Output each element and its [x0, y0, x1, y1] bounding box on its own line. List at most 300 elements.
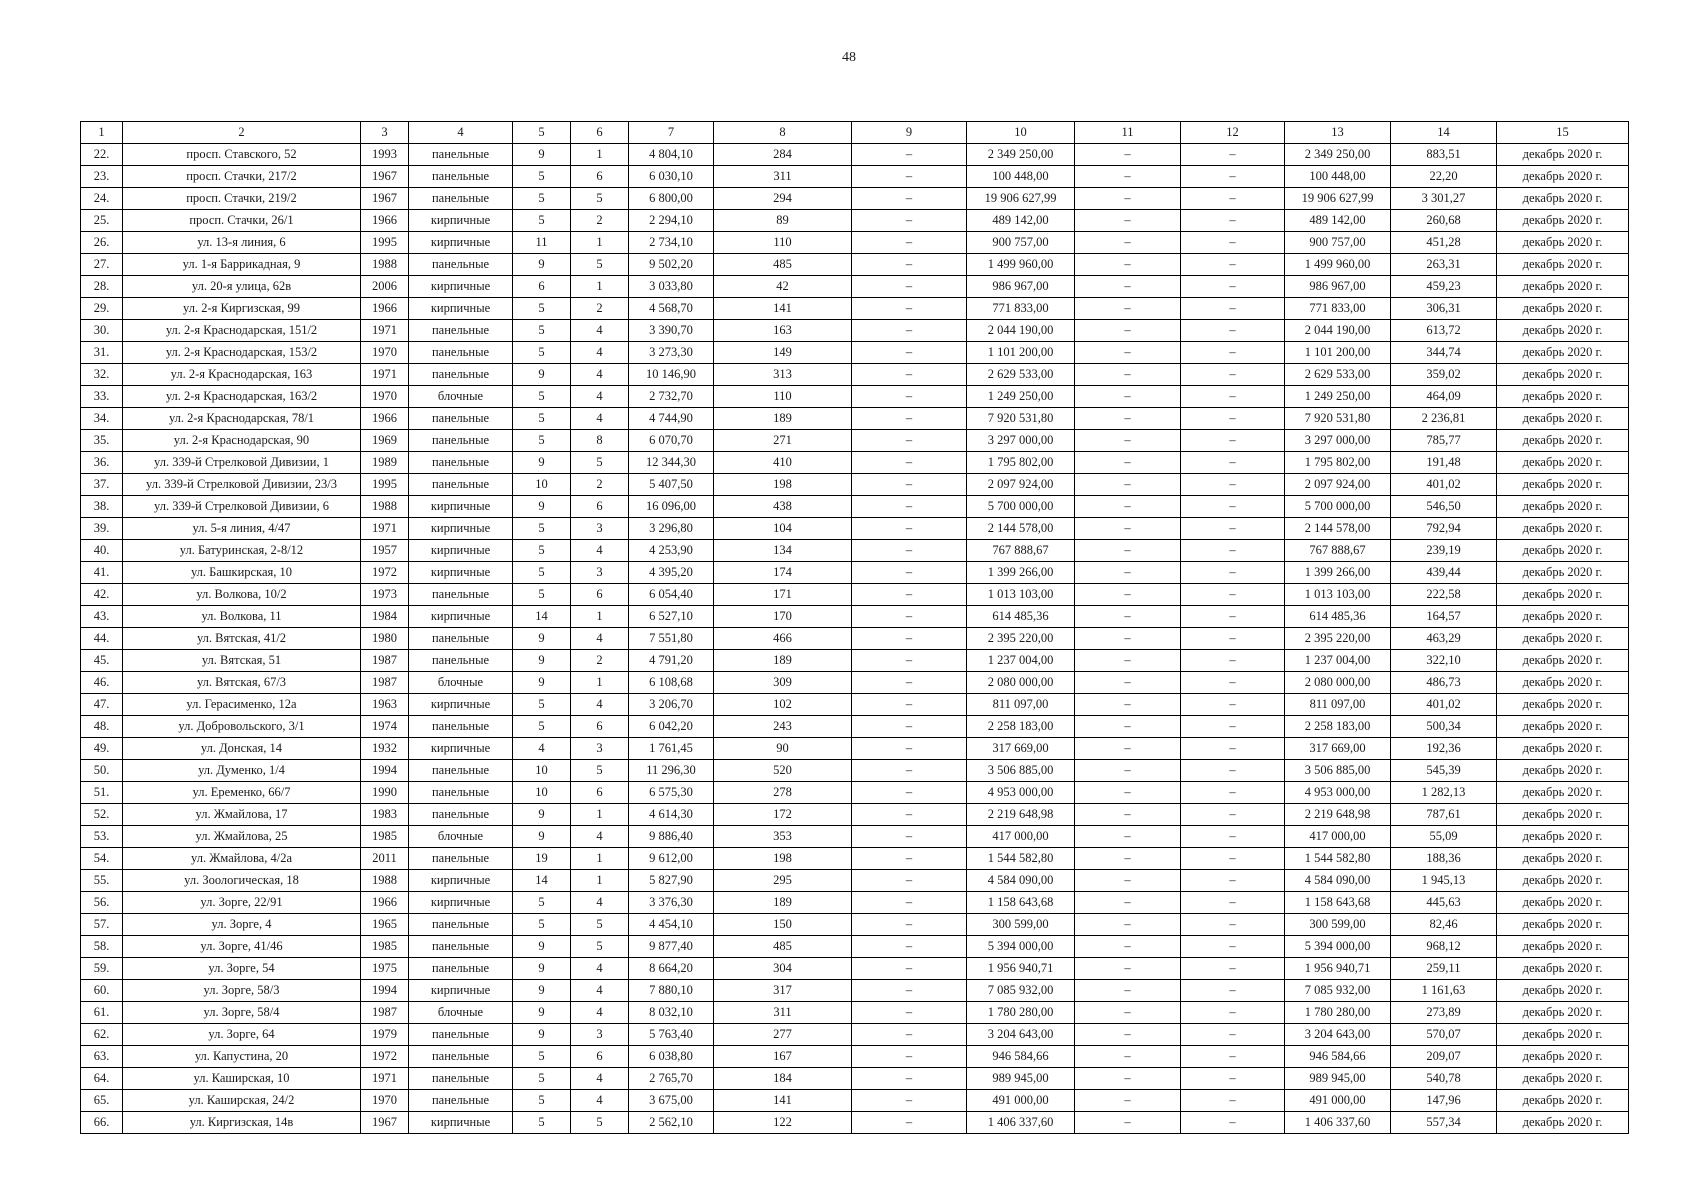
- col9-cell: –: [852, 540, 967, 562]
- floors-cell: 9: [513, 672, 571, 694]
- table-row: [81, 452, 1629, 474]
- col10-cell: 811 097,00: [967, 694, 1075, 716]
- col9-cell: –: [852, 782, 967, 804]
- col10-cell: 2 044 190,00: [967, 320, 1075, 342]
- wall-material-cell: кирпичные: [409, 496, 513, 518]
- area-cell: 6 054,40: [629, 584, 714, 606]
- row-number: 66.: [81, 1112, 123, 1134]
- col9-cell: –: [852, 342, 967, 364]
- wall-material-cell: панельные: [409, 650, 513, 672]
- residents-cell: 134: [714, 540, 852, 562]
- col14-cell: 785,77: [1391, 430, 1497, 452]
- col10-cell: 1 795 802,00: [967, 452, 1075, 474]
- col11-cell: –: [1075, 1112, 1181, 1134]
- row-number: 42.: [81, 584, 123, 606]
- floors-cell: 9: [513, 650, 571, 672]
- col11-cell: –: [1075, 848, 1181, 870]
- entrances-cell: 4: [571, 540, 629, 562]
- col9-cell: –: [852, 474, 967, 496]
- row-number: 36.: [81, 452, 123, 474]
- residents-cell: 311: [714, 1002, 852, 1024]
- address-cell: ул. Волкова, 10/2: [123, 584, 361, 606]
- address-cell: ул. Вятская, 41/2: [123, 628, 361, 650]
- area-cell: 12 344,30: [629, 452, 714, 474]
- col14-cell: 192,36: [1391, 738, 1497, 760]
- col13-cell: 2 629 533,00: [1285, 364, 1391, 386]
- table-row: [81, 518, 1629, 540]
- address-cell: ул. Зорге, 64: [123, 1024, 361, 1046]
- col14-cell: 401,02: [1391, 694, 1497, 716]
- residents-cell: 189: [714, 892, 852, 914]
- col10-cell: 1 499 960,00: [967, 254, 1075, 276]
- residents-cell: 466: [714, 628, 852, 650]
- wall-material-cell: панельные: [409, 408, 513, 430]
- residents-cell: 189: [714, 650, 852, 672]
- entrances-cell: 4: [571, 826, 629, 848]
- year-cell: 1971: [361, 1068, 409, 1090]
- col10-cell: 491 000,00: [967, 1090, 1075, 1112]
- col9-cell: –: [852, 738, 967, 760]
- row-number: 27.: [81, 254, 123, 276]
- row-number: 52.: [81, 804, 123, 826]
- col10-cell: 7 920 531,80: [967, 408, 1075, 430]
- area-cell: 4 568,70: [629, 298, 714, 320]
- floors-cell: 9: [513, 1024, 571, 1046]
- table-row: [81, 232, 1629, 254]
- area-cell: 2 732,70: [629, 386, 714, 408]
- col10-cell: 1 013 103,00: [967, 584, 1075, 606]
- floors-cell: 10: [513, 474, 571, 496]
- floors-cell: 6: [513, 276, 571, 298]
- entrances-cell: 3: [571, 1024, 629, 1046]
- year-cell: 1967: [361, 166, 409, 188]
- col10-cell: 5 394 000,00: [967, 936, 1075, 958]
- entrances-cell: 6: [571, 584, 629, 606]
- row-number: 45.: [81, 650, 123, 672]
- area-cell: 4 744,90: [629, 408, 714, 430]
- column-header: 4: [409, 122, 513, 144]
- date-cell: декабрь 2020 г.: [1497, 386, 1629, 408]
- col12-cell: –: [1181, 430, 1285, 452]
- col9-cell: –: [852, 562, 967, 584]
- col14-cell: 209,07: [1391, 1046, 1497, 1068]
- col12-cell: –: [1181, 1112, 1285, 1134]
- entrances-cell: 4: [571, 694, 629, 716]
- col9-cell: –: [852, 650, 967, 672]
- col14-cell: 359,02: [1391, 364, 1497, 386]
- col14-cell: 451,28: [1391, 232, 1497, 254]
- col13-cell: 2 097 924,00: [1285, 474, 1391, 496]
- table-row: [81, 936, 1629, 958]
- row-number: 31.: [81, 342, 123, 364]
- column-header: 11: [1075, 122, 1181, 144]
- address-cell: просп. Стачки, 217/2: [123, 166, 361, 188]
- table-row: [81, 1068, 1629, 1090]
- col11-cell: –: [1075, 672, 1181, 694]
- date-cell: декабрь 2020 г.: [1497, 474, 1629, 496]
- col14-cell: 259,11: [1391, 958, 1497, 980]
- col13-cell: 1 013 103,00: [1285, 584, 1391, 606]
- col13-cell: 2 044 190,00: [1285, 320, 1391, 342]
- residents-cell: 102: [714, 694, 852, 716]
- row-number: 41.: [81, 562, 123, 584]
- wall-material-cell: панельные: [409, 166, 513, 188]
- col12-cell: –: [1181, 650, 1285, 672]
- col14-cell: 2 236,81: [1391, 408, 1497, 430]
- date-cell: декабрь 2020 г.: [1497, 232, 1629, 254]
- entrances-cell: 6: [571, 716, 629, 738]
- col11-cell: –: [1075, 650, 1181, 672]
- col12-cell: –: [1181, 958, 1285, 980]
- year-cell: 1963: [361, 694, 409, 716]
- entrances-cell: 5: [571, 760, 629, 782]
- col11-cell: –: [1075, 738, 1181, 760]
- entrances-cell: 5: [571, 914, 629, 936]
- area-cell: 11 296,30: [629, 760, 714, 782]
- col14-cell: 557,34: [1391, 1112, 1497, 1134]
- col14-cell: 445,63: [1391, 892, 1497, 914]
- col13-cell: 1 780 280,00: [1285, 1002, 1391, 1024]
- entrances-cell: 4: [571, 1068, 629, 1090]
- area-cell: 6 575,30: [629, 782, 714, 804]
- year-cell: 1987: [361, 672, 409, 694]
- address-cell: ул. Зорге, 54: [123, 958, 361, 980]
- area-cell: 3 376,30: [629, 892, 714, 914]
- col13-cell: 19 906 627,99: [1285, 188, 1391, 210]
- date-cell: декабрь 2020 г.: [1497, 782, 1629, 804]
- row-number: 47.: [81, 694, 123, 716]
- col11-cell: –: [1075, 914, 1181, 936]
- date-cell: декабрь 2020 г.: [1497, 188, 1629, 210]
- date-cell: декабрь 2020 г.: [1497, 496, 1629, 518]
- col13-cell: 5 700 000,00: [1285, 496, 1391, 518]
- year-cell: 1989: [361, 452, 409, 474]
- col11-cell: –: [1075, 430, 1181, 452]
- table-row: [81, 826, 1629, 848]
- col14-cell: 545,39: [1391, 760, 1497, 782]
- wall-material-cell: панельные: [409, 474, 513, 496]
- floors-cell: 5: [513, 188, 571, 210]
- column-header: 5: [513, 122, 571, 144]
- col9-cell: –: [852, 386, 967, 408]
- floors-cell: 5: [513, 320, 571, 342]
- row-number: 24.: [81, 188, 123, 210]
- residents-cell: 42: [714, 276, 852, 298]
- col12-cell: –: [1181, 870, 1285, 892]
- date-cell: декабрь 2020 г.: [1497, 826, 1629, 848]
- col12-cell: –: [1181, 804, 1285, 826]
- table-row: [81, 562, 1629, 584]
- col10-cell: 989 945,00: [967, 1068, 1075, 1090]
- col11-cell: –: [1075, 298, 1181, 320]
- col12-cell: –: [1181, 364, 1285, 386]
- date-cell: декабрь 2020 г.: [1497, 1024, 1629, 1046]
- year-cell: 1979: [361, 1024, 409, 1046]
- area-cell: 4 791,20: [629, 650, 714, 672]
- col9-cell: –: [852, 1046, 967, 1068]
- address-cell: ул. Зорге, 58/4: [123, 1002, 361, 1024]
- col12-cell: –: [1181, 342, 1285, 364]
- address-cell: ул. Зорге, 58/3: [123, 980, 361, 1002]
- row-number: 29.: [81, 298, 123, 320]
- col14-cell: 22,20: [1391, 166, 1497, 188]
- col13-cell: 7 920 531,80: [1285, 408, 1391, 430]
- floors-cell: 5: [513, 914, 571, 936]
- residents-cell: 141: [714, 1090, 852, 1112]
- col10-cell: 2 258 183,00: [967, 716, 1075, 738]
- col12-cell: –: [1181, 980, 1285, 1002]
- col10-cell: 100 448,00: [967, 166, 1075, 188]
- table-row: [81, 848, 1629, 870]
- wall-material-cell: панельные: [409, 716, 513, 738]
- year-cell: 1971: [361, 364, 409, 386]
- row-number: 44.: [81, 628, 123, 650]
- col11-cell: –: [1075, 628, 1181, 650]
- floors-cell: 9: [513, 364, 571, 386]
- wall-material-cell: панельные: [409, 760, 513, 782]
- residents-cell: 311: [714, 166, 852, 188]
- col13-cell: 3 297 000,00: [1285, 430, 1391, 452]
- col13-cell: 614 485,36: [1285, 606, 1391, 628]
- col9-cell: –: [852, 188, 967, 210]
- row-number: 43.: [81, 606, 123, 628]
- table-row: [81, 650, 1629, 672]
- col12-cell: –: [1181, 408, 1285, 430]
- floors-cell: 14: [513, 606, 571, 628]
- date-cell: декабрь 2020 г.: [1497, 210, 1629, 232]
- area-cell: 3 206,70: [629, 694, 714, 716]
- col9-cell: –: [852, 804, 967, 826]
- address-cell: ул. Еременко, 66/7: [123, 782, 361, 804]
- col13-cell: 4 953 000,00: [1285, 782, 1391, 804]
- wall-material-cell: панельные: [409, 342, 513, 364]
- entrances-cell: 5: [571, 452, 629, 474]
- col9-cell: –: [852, 672, 967, 694]
- date-cell: декабрь 2020 г.: [1497, 1046, 1629, 1068]
- wall-material-cell: панельные: [409, 144, 513, 166]
- col11-cell: –: [1075, 496, 1181, 518]
- row-number: 23.: [81, 166, 123, 188]
- col11-cell: –: [1075, 408, 1181, 430]
- year-cell: 1970: [361, 1090, 409, 1112]
- table-row: [81, 914, 1629, 936]
- col12-cell: –: [1181, 914, 1285, 936]
- row-number: 28.: [81, 276, 123, 298]
- residents-cell: 110: [714, 386, 852, 408]
- floors-cell: 10: [513, 782, 571, 804]
- wall-material-cell: панельные: [409, 320, 513, 342]
- col9-cell: –: [852, 408, 967, 430]
- area-cell: 5 827,90: [629, 870, 714, 892]
- col13-cell: 1 158 643,68: [1285, 892, 1391, 914]
- col10-cell: 7 085 932,00: [967, 980, 1075, 1002]
- residents-cell: 167: [714, 1046, 852, 1068]
- wall-material-cell: панельные: [409, 364, 513, 386]
- residents-cell: 284: [714, 144, 852, 166]
- date-cell: декабрь 2020 г.: [1497, 870, 1629, 892]
- wall-material-cell: панельные: [409, 936, 513, 958]
- col14-cell: 1 161,63: [1391, 980, 1497, 1002]
- date-cell: декабрь 2020 г.: [1497, 1002, 1629, 1024]
- col13-cell: 2 219 648,98: [1285, 804, 1391, 826]
- col14-cell: 792,94: [1391, 518, 1497, 540]
- col10-cell: 1 249 250,00: [967, 386, 1075, 408]
- col14-cell: 3 301,27: [1391, 188, 1497, 210]
- floors-cell: 14: [513, 870, 571, 892]
- address-cell: ул. 2-я Краснодарская, 163/2: [123, 386, 361, 408]
- col12-cell: –: [1181, 232, 1285, 254]
- floors-cell: 5: [513, 298, 571, 320]
- col10-cell: 1 544 582,80: [967, 848, 1075, 870]
- date-cell: декабрь 2020 г.: [1497, 1112, 1629, 1134]
- area-cell: 8 664,20: [629, 958, 714, 980]
- entrances-cell: 1: [571, 848, 629, 870]
- col11-cell: –: [1075, 518, 1181, 540]
- wall-material-cell: кирпичные: [409, 562, 513, 584]
- address-cell: ул. Башкирская, 10: [123, 562, 361, 584]
- area-cell: 5 763,40: [629, 1024, 714, 1046]
- date-cell: декабрь 2020 г.: [1497, 364, 1629, 386]
- col11-cell: –: [1075, 210, 1181, 232]
- residents-cell: 122: [714, 1112, 852, 1134]
- address-cell: ул. 5-я линия, 4/47: [123, 518, 361, 540]
- area-cell: 7 880,10: [629, 980, 714, 1002]
- address-cell: ул. Жмайлова, 25: [123, 826, 361, 848]
- col12-cell: –: [1181, 694, 1285, 716]
- year-cell: 1993: [361, 144, 409, 166]
- col11-cell: –: [1075, 562, 1181, 584]
- entrances-cell: 3: [571, 738, 629, 760]
- table-row: [81, 628, 1629, 650]
- date-cell: декабрь 2020 г.: [1497, 936, 1629, 958]
- col12-cell: –: [1181, 474, 1285, 496]
- entrances-cell: 4: [571, 386, 629, 408]
- col9-cell: –: [852, 320, 967, 342]
- col14-cell: 613,72: [1391, 320, 1497, 342]
- column-header: 7: [629, 122, 714, 144]
- address-cell: ул. 2-я Краснодарская, 78/1: [123, 408, 361, 430]
- col9-cell: –: [852, 628, 967, 650]
- floors-cell: 5: [513, 386, 571, 408]
- table-row: [81, 892, 1629, 914]
- table-row: [81, 672, 1629, 694]
- row-number: 40.: [81, 540, 123, 562]
- year-cell: 1974: [361, 716, 409, 738]
- col14-cell: 883,51: [1391, 144, 1497, 166]
- date-cell: декабрь 2020 г.: [1497, 628, 1629, 650]
- area-cell: 4 454,10: [629, 914, 714, 936]
- table-row: [81, 364, 1629, 386]
- col14-cell: 260,68: [1391, 210, 1497, 232]
- address-cell: ул. Батуринская, 2-8/12: [123, 540, 361, 562]
- wall-material-cell: панельные: [409, 188, 513, 210]
- wall-material-cell: панельные: [409, 914, 513, 936]
- residents-cell: 243: [714, 716, 852, 738]
- col9-cell: –: [852, 254, 967, 276]
- row-number: 57.: [81, 914, 123, 936]
- date-cell: декабрь 2020 г.: [1497, 276, 1629, 298]
- col9-cell: –: [852, 1024, 967, 1046]
- col14-cell: 459,23: [1391, 276, 1497, 298]
- address-cell: ул. Герасименко, 12а: [123, 694, 361, 716]
- table-row: [81, 342, 1629, 364]
- year-cell: 1980: [361, 628, 409, 650]
- year-cell: 1987: [361, 650, 409, 672]
- address-cell: ул. Жмайлова, 17: [123, 804, 361, 826]
- column-header: 14: [1391, 122, 1497, 144]
- column-header: 15: [1497, 122, 1629, 144]
- wall-material-cell: панельные: [409, 804, 513, 826]
- col11-cell: –: [1075, 584, 1181, 606]
- area-cell: 3 273,30: [629, 342, 714, 364]
- year-cell: 1985: [361, 826, 409, 848]
- row-number: 25.: [81, 210, 123, 232]
- residents-cell: 353: [714, 826, 852, 848]
- wall-material-cell: кирпичные: [409, 980, 513, 1002]
- table-row: [81, 298, 1629, 320]
- col13-cell: 3 204 643,00: [1285, 1024, 1391, 1046]
- entrances-cell: 5: [571, 188, 629, 210]
- residents-cell: 171: [714, 584, 852, 606]
- row-number: 32.: [81, 364, 123, 386]
- year-cell: 2006: [361, 276, 409, 298]
- col12-cell: –: [1181, 760, 1285, 782]
- year-cell: 1988: [361, 254, 409, 276]
- col11-cell: –: [1075, 452, 1181, 474]
- year-cell: 1984: [361, 606, 409, 628]
- col12-cell: –: [1181, 144, 1285, 166]
- residents-cell: 295: [714, 870, 852, 892]
- area-cell: 2 294,10: [629, 210, 714, 232]
- entrances-cell: 6: [571, 496, 629, 518]
- col10-cell: 19 906 627,99: [967, 188, 1075, 210]
- table-row: [81, 958, 1629, 980]
- table-row: [81, 254, 1629, 276]
- address-cell: ул. Жмайлова, 4/2а: [123, 848, 361, 870]
- col13-cell: 1 499 960,00: [1285, 254, 1391, 276]
- col12-cell: –: [1181, 1068, 1285, 1090]
- col12-cell: –: [1181, 188, 1285, 210]
- entrances-cell: 4: [571, 980, 629, 1002]
- entrances-cell: 2: [571, 298, 629, 320]
- residents-cell: 313: [714, 364, 852, 386]
- residents-cell: 317: [714, 980, 852, 1002]
- row-number: 22.: [81, 144, 123, 166]
- table-row: [81, 276, 1629, 298]
- col9-cell: –: [852, 496, 967, 518]
- row-number: 63.: [81, 1046, 123, 1068]
- entrances-cell: 1: [571, 276, 629, 298]
- entrances-cell: 1: [571, 144, 629, 166]
- date-cell: декабрь 2020 г.: [1497, 584, 1629, 606]
- floors-cell: 10: [513, 760, 571, 782]
- area-cell: 6 527,10: [629, 606, 714, 628]
- date-cell: декабрь 2020 г.: [1497, 320, 1629, 342]
- col14-cell: 82,46: [1391, 914, 1497, 936]
- row-number: 65.: [81, 1090, 123, 1112]
- area-cell: 4 253,90: [629, 540, 714, 562]
- floors-cell: 5: [513, 408, 571, 430]
- wall-material-cell: панельные: [409, 1068, 513, 1090]
- col10-cell: 1 956 940,71: [967, 958, 1075, 980]
- col12-cell: –: [1181, 452, 1285, 474]
- wall-material-cell: кирпичные: [409, 1112, 513, 1134]
- col13-cell: 1 956 940,71: [1285, 958, 1391, 980]
- entrances-cell: 6: [571, 782, 629, 804]
- floors-cell: 4: [513, 738, 571, 760]
- col11-cell: –: [1075, 782, 1181, 804]
- year-cell: 1972: [361, 562, 409, 584]
